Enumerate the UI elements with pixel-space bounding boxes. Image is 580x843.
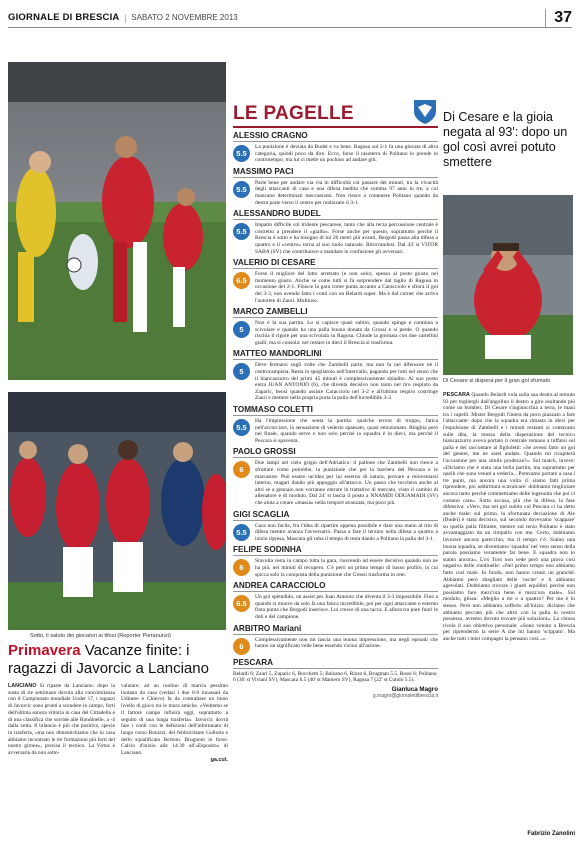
player-rating [233,624,438,655]
player-rating [233,447,438,506]
player-comment: Gara non facile, fra l'idea di ripartire appena possibile e dare una mano al trio di difesa mentre avanza l'avversario. Passa a fare il terzino nella difesa a quattro a inizio ripresa, Mascara gli ruba il tempo di testa dando a Politano la palla del 3-1. [255,522,438,542]
player-name: ALESSANDRO BUDEL [233,209,438,220]
player-comment: Ha l'impressione che senta la partita: qualche errore di troppo, fatica nell'accorciare, la sensazione di vederlo spaesato, quasi emozionato. Ringhia però nel finale, quando serve e non solo perché la squadra è in dieci, ma perché il Pescara si spaventa. [255,418,438,444]
player-rating [233,209,438,255]
player-name: TOMMASO COLETTI [233,405,438,416]
pagelle-header [233,100,438,128]
player-name: MASSIMO PACI [233,167,438,178]
vote-badge: 6.5 [233,595,250,612]
dicesare-lead: PESCARA [443,392,470,398]
dicesare-author: Fabrizio Zanolini [527,831,575,837]
player-rating-row [233,180,438,206]
dicesare-headline: Di Cesare e la gioia negata al 93': dopo un gol così avrei potuto smettere [443,110,568,169]
dicesare-photo [443,195,573,375]
photo-caption-greeting: Sotto, il saluto dei giocatori ai tifosi (Reporter Pieranunzi) [30,633,171,639]
pescara-label: PESCARA [233,658,438,669]
vote-badge: 5 [233,321,250,338]
player-name: MATTEO MANDORLINI [233,349,438,360]
photo-caption-dicesare: Di Cesare si dispera per il gran gol sfumato [443,378,551,384]
pescara-lineup-text: Belardi 6; Zauri 5, Zuparic 6, Bocchetti 5; Balzano 6, Rizzo 6, Brugman 5.5, Rossi 6; Politano 6 (36' st Viviani SV), Mascara 6.5 (40' st Maniero SV), Ragusa 7 (22' st Cutolo 5.5). [233,670,437,684]
player-rating [233,581,438,620]
player-rating-row [233,144,438,164]
pagelle-author-email: g.magro@giornaledibrescia.it [372,692,438,699]
newspaper-name: GIORNALE DI BRESCIA [8,12,120,23]
pagelle-title: LE PAGELLE [233,103,354,124]
player-rating [233,307,438,346]
primavera-article [8,683,228,838]
dicesare-text: Quando Belardi vola sulla sua destra al minuto 93 per togliergli dall'angolino il destro a giro esultando più come un bomber, Di Cesare s'inginocchia a terra, le mani tra i capelli. Mister Bergodi l'intera da poco piazzato a fare l'attaccante: dopo che la squadra era rimasta in dieci per l'espulsione di Zambelli e i minuti restanti si contavano sulle dita, la mossa della disperazione del tecnico biancazzurro aveva portato il centrale romano a tuffarsi sul palla e del raccontare ai figlioletti: «Se avessi fatto un gol del genere, me ne sarei andato. Quando mi ricapiterà l'occasione per una simile prodezza?». Sul match, invece: «Diciamo che è stata una bella partita, ma soprattutto per quelli che sono venuti a vederla... Potevamo portare a casa i tre punti, ma ancora una volta ci siamo fatti prima riprendere, poi addirittura scavalcare: dobbiamo migliorare ancora tanto perché commettiamo delle ingenuità che poi ci costano care». Sotto accusa, più che la difesa, la fase difensiva: «Vero, ma nel gol subito col Pescara ci ha detto anche male: sul primo, la sfortunata deviazione di Ale (Budel) è stata decisiva, sul secondo dovevamo 'scappare' su quella palla filtrante, mentre sul terzo Politano è stato avvantaggiato da un rimpallo con me. Certo, dobbiamo lavorare ancora parecchio, ma il tempo c'è. Siamo una buona squadra, se diventiamo 'squadra' nel vero senso della parola possiamo veramente far bene. E squadra non lo siamo ancora». L'ex Toro non vede però una prova così negativa delle rondinelle: «Nel primo tempo non abbiamo fatto così male. In fondo, non hanno creato un granché. Abbiamo però sbagliato delle 'uscite' e li abbiamo agevolati. Dobbiamo trovare i giusti equilibri perché non possiamo fare mezz'ora bene e mezz'ora male». Sul modulo, glissa: «Meglio a tre o a quattro? Per me è lo stesso. Però non abbiamo sofferto all'inizio: diciamo che abbiamo peccato più che altro con la palla in nostro possesso, avremo dovuto trovare più soluzioni». La chiosa rivela il suo obiettivo personale: «Sono venuto a Brescia per riprendermi la serie A che mi hanno 'scippato'. Ma anche tutti i miei compagni la pensano così...». [443,392,575,642]
player-rating-row [233,222,438,255]
vote-badge: 6 [233,638,250,655]
player-rating-row [233,594,438,620]
player-comment: Impatto difficile col tridente pescarese, tanto che alla terza percussione centrale è costretto a prendere il «giallo». Forse anche per questo, soprattutto perché il Brescia è sotto e ha bisogno di lui 20 metri più avanti, Bergodi passa alla difesa a quattro e il «centro» torna al suo ruolo naturale. Ritrovandosi. Dal 43' st VITOR SABA (SV) che contribuisce a mandare in confusione gli avversari. [255,222,438,255]
player-rating-row [233,460,438,506]
primavera-lead: LANCIANO [8,683,37,689]
dicesare-article [443,392,575,832]
primavera-col1-text: Si riparte da Lanciano: dopo la sosta di tre settimane dovuta alla concomitanza con il Campionato mondiale Under 17, i ragazzi di Javorcic sono pronti a scendere in campo, forti dell'ultima sonora vittoria in casa del Cittadella e di una classifica che sorride alle Rondinelle, a -4 dalla vetta. Il bilancio è più che positivo, specie in trasferta, «ma non dimentichiamo che in casa abbiamo incontrato le tre formazioni più forti del nostro girone», precisa il tecnico. La Virtus è avversaria da non sotto- [8,683,115,757]
player-rating [233,167,438,206]
vote-badge: 5.5 [233,419,250,436]
player-rating-row [233,558,438,578]
issue-date: SABATO 2 NOVEMBRE 2013 [131,13,238,22]
player-name: MARCO ZAMBELLI [233,307,438,318]
player-name: ALESSIO CRAGNO [233,131,438,142]
player-name: PAOLO GROSSI [233,447,438,458]
match-action-photo [8,62,226,380]
player-name: VALERIO DI CESARE [233,258,438,269]
player-rating-row [233,637,438,655]
primavera-col-1 [8,683,115,838]
vote-badge: 6.5 [233,272,250,289]
primavera-headline-rest: Vacanze finite: i ragazzi di Javorcic a Lanciano [8,642,209,677]
player-rating-row [233,523,438,543]
player-rating [233,131,438,164]
player-comment: Un gol splendido, un assist per Juan Antonio che diventa il 3-3 impossibile. Fino a quando si muove da solo fa una fatica incredibile, poi per ogni attaccante o esterno finta punta che Bergodi inserisce. Lui cresce di una tacca. E allora tra pure fuori le doti e del campione. [255,594,438,620]
player-comment: Forse il migliore del lotto arretrato (e non solo), spesso al posto giusto nel momento giusto. Anche se come tutti si fa sorprendere dal taglio di Ragusa in occasione del 2-1. Finisce la gara come punta accanto a Caracciolo e sfiora il gol del 3-3, non avendo fatto i conti con un Belardi super. Ma è dal corner che arriva l'autorete di Zauri. Multiuso. [255,271,438,304]
player-comment: Complessivamente non mi lascia una buona impressione, ma negli episodi che hanno un significato vede bene essendo vicino all'azione. [255,636,438,650]
primavera-col-2 [121,683,228,838]
vote-badge: 6 [233,559,250,576]
player-name: GIGI SCAGLIA [233,510,438,521]
pagelle-section [233,100,438,842]
brescia-crest-icon [412,100,438,125]
player-rating [233,510,438,543]
primavera-signature: ga.cut. [210,756,228,763]
player-rating [233,545,438,578]
page-header [8,8,572,28]
vote-badge: 5.5 [233,145,250,162]
player-name: FELIPE SODINHA [233,545,438,556]
header-separator: | [124,12,127,23]
player-comment: Due lampi nel cielo grigio dell'Adriatico: il pallone che Zambelli non riesce a sfruttare come potrebbe, la punizione che per la barriera del Pescara e le marcature. Può essere un'idea per lui esterno di natura, provare a reinventarsi interno, magari dando più appoggio all'attacco. Un passo che tocchera anche al altri se a gennaio non vorranno entrare in trattative di mercato, visto il cambio di allenatore e di modulo. Dal 24' st lascia il posto a NNAMDI ODUAMADI (SV) che aiuta a creare «massa» nella tresport avanzata, ma poco più. [255,460,438,506]
player-rating [233,405,438,444]
primavera-headline [8,642,228,678]
player-rating [233,349,438,402]
player-comment: La punizione è deviata da Budel e va bene. Ragusa sul 2-1 fa una giocata di altra categoria, quindi poco da dire. Ecco, forse il rasoterra di Politano lo prende in controtempo, ma lui ci mette un pochino ad andare giù. [255,144,438,164]
player-rating-row [233,320,438,346]
player-rating-row [233,418,438,444]
vote-badge: 5.5 [233,524,250,541]
primavera-col2-text: valutare: ad un ruolino di marcia pessimo lontano da casa (vedasi i due 6-0 incassati da Udinese e Chievo) fa da contraltare un buon livello di gioco tra le mura amiche. «Vedremo se il fattore campo influirà oggi, soprattutto a seguito di una lunga trasferta». Javorcic dovrà fare i conti con le defezioni dell'infortunato di lungo corso Bonizzi, del febbricitante Gullotta e dello squalificato Bertoni. Brugnoni in forse. Calcio d'inizio alle 14.30 all'«Esposito» di Lanciano. [121,683,228,757]
vote-badge: 5.5 [233,181,250,198]
page-number: 37 [545,9,572,27]
player-name: ANDREA CARACCIOLO [233,581,438,592]
player-rating-row [233,271,438,304]
player-name: ARBITRO Mariani [233,624,438,635]
player-rating-row [233,362,438,402]
player-comment: Non è la sua partita. Lo si capisce quasi subito, quando spinge e continua a scivolare e quando ha una palla buona donata da Grossi e si perde. O quando rischia il rigore per una scivolata su Ragusa. Chiude la giornata con due cartellini gialli, ma si consola: nel restare in dieci il Brescia si trasforma. [255,320,438,346]
vote-badge: 5.5 [233,223,250,240]
players-greeting-photo [8,392,226,630]
player-ratings-list [233,131,438,655]
player-rating [233,258,438,304]
primavera-headline-highlight: Primavera [8,642,81,659]
vote-badge: 5 [233,363,250,380]
vote-badge: 6 [233,461,250,478]
player-comment: Deve fermarsi sugli volte che Zambelli parte, ma non fa nel difensore né il centrocampista. Resta in spogliatoio nell'intervallo, pagando per tutti nel senso che il biancazzurro del primi 45 minuti è complessivamente sbiadito. Al suo posto entra JUAN ANTONIO (6), che diventa decisivo non tanto nel tiro respinto da Zaparic, bensì quando assiste Caracciolo nel 3-2 e all'ultimo respiro costringe Zauri e mettere nella propria porta la palla dell'incredibile 3-3. [255,362,438,402]
player-comment: Parte bene per andare via via in difficoltà col passare dei minuti, tra la vivacità degli attaccanti di casa e una difesa inedita che somma 97 anni in tre, a cui mancano determinati meccanismi. Non riesce a contenere Politano quando da destra parte verso il centro per realizzare il 3-1. [255,179,438,206]
pescara-lineup [233,658,438,684]
pagelle-author: Gianluca Magro [391,685,438,693]
player-comment: Stavolta resta in campo tutta la gara, riuscendo ad essere decisivo quando non ne ha più, nei minuti di recupero. C'è però un primo tempo di basso profilo, in cui spicca solo la conquista della punizione che Grossi trasforma in rete. [255,558,438,578]
